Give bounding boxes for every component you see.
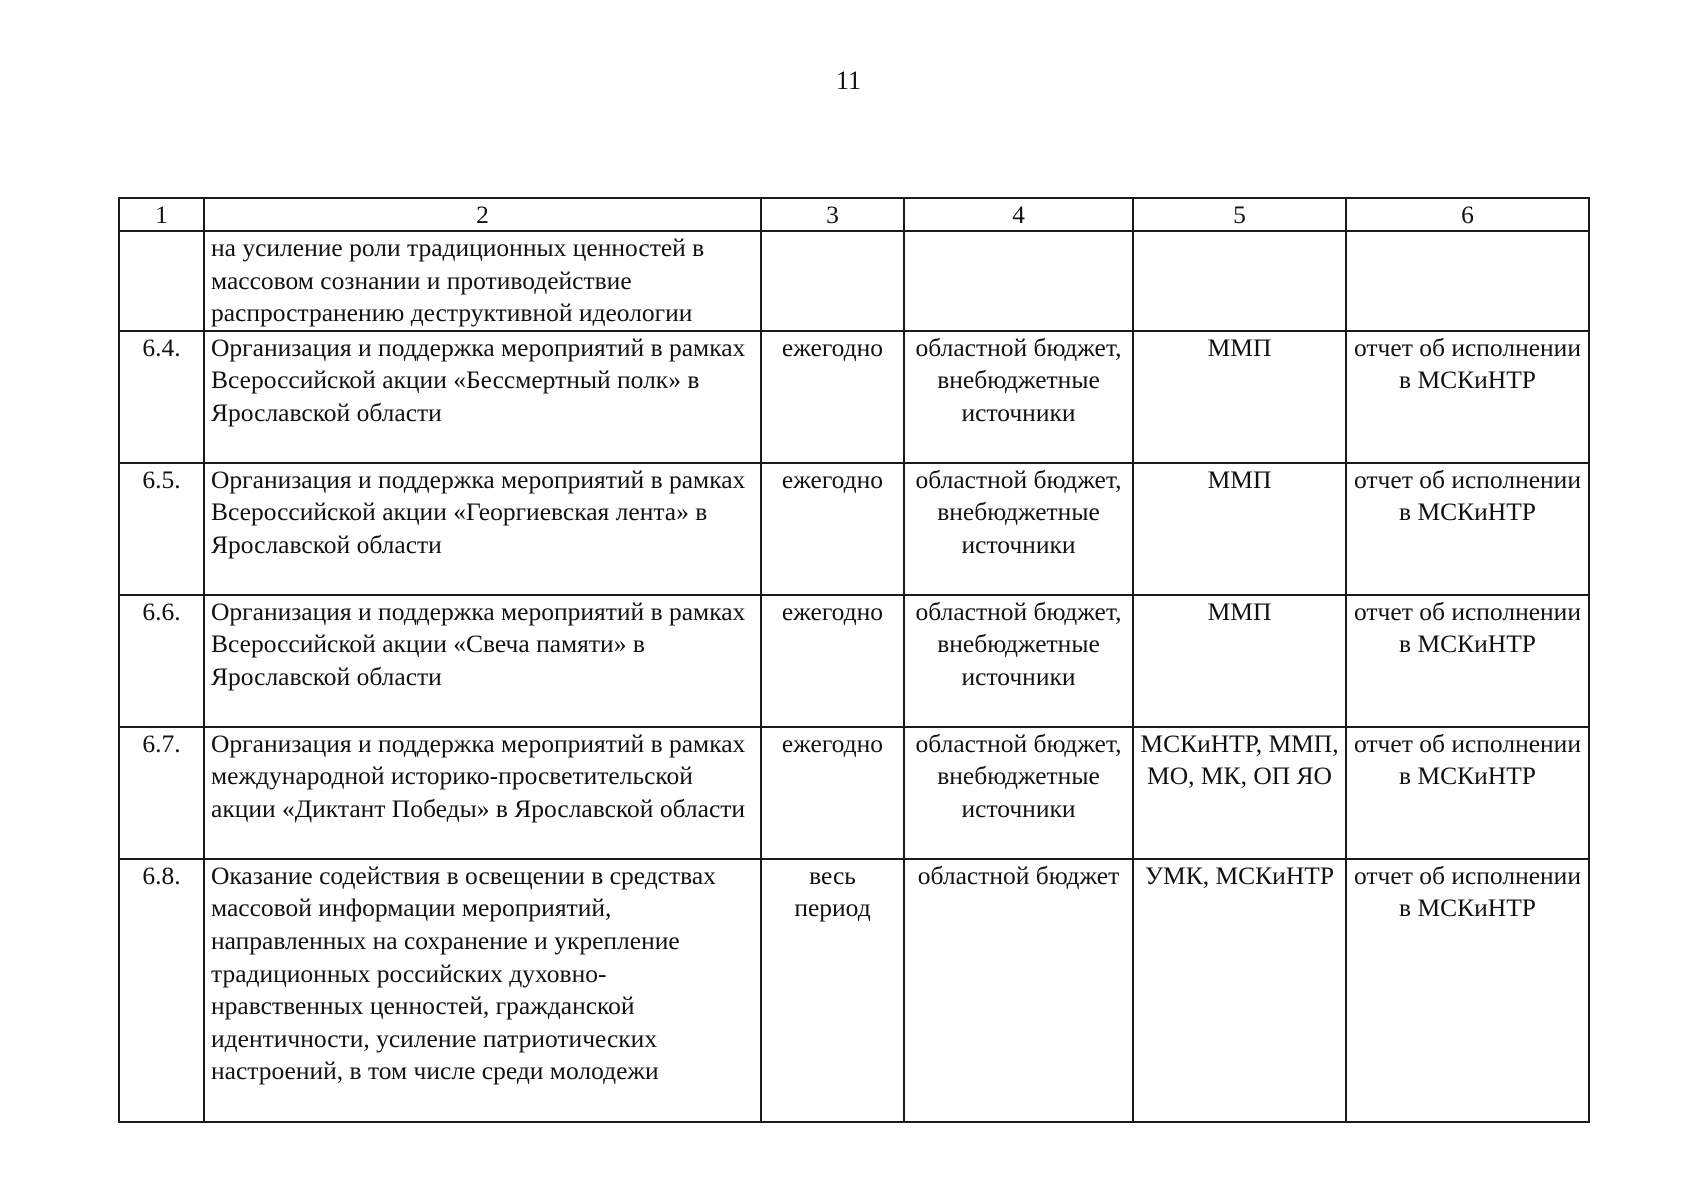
column-header-2: 2 [204, 198, 761, 231]
table-row [119, 727, 1589, 859]
row-number: 6.8. [119, 859, 204, 1122]
row-responsible: УМК, МСКиНТР [1133, 859, 1346, 1122]
row-period [761, 231, 904, 331]
row-funding: областной бюджет [904, 859, 1133, 1122]
row-description: на усиление роли традиционных ценностей в массовом сознании и противодействие распространению деструктивной идеологии [204, 231, 761, 331]
table-row [119, 231, 1589, 331]
row-description: Организация и поддержка мероприятий в рамках международной историко-просветительской акции «Диктант Победы» в Ярославской области [204, 727, 761, 859]
row-result: отчет об исполнении в МСКиНТР [1346, 727, 1589, 859]
column-header-4: 4 [904, 198, 1133, 231]
table-row [119, 859, 1589, 1122]
row-result: отчет об исполнении в МСКиНТР [1346, 463, 1589, 595]
row-period: ежегодно [761, 463, 904, 595]
row-result: отчет об исполнении в МСКиНТР [1346, 331, 1589, 463]
measures-table [118, 197, 1590, 1123]
page-number: 11 [835, 66, 862, 95]
row-period: ежегодно [761, 595, 904, 727]
table-row [119, 595, 1589, 727]
column-header-1: 1 [119, 198, 204, 231]
row-result: отчет об исполнении в МСКиНТР [1346, 595, 1589, 727]
row-funding: областной бюджет, внебюджетные источники [904, 463, 1133, 595]
table-row [119, 331, 1589, 463]
column-header-3: 3 [761, 198, 904, 231]
row-description: Организация и поддержка мероприятий в рамках Всероссийской акции «Георгиевская лента» в Ярославской области [204, 463, 761, 595]
row-responsible [1133, 231, 1346, 331]
row-funding [904, 231, 1133, 331]
row-responsible: ММП [1133, 463, 1346, 595]
row-period: ежегодно [761, 727, 904, 859]
row-description: Оказание содействия в освещении в средствах массовой информации мероприятий, направленных на сохранение и укрепление традиционных российских духовно-нравственных ценностей, гражданской идентичности, усиление патриотических настроений, в том числе среди молодежи [204, 859, 761, 1122]
row-number [119, 231, 204, 331]
row-number: 6.5. [119, 463, 204, 595]
row-description: Организация и поддержка мероприятий в рамках Всероссийской акции «Свеча памяти» в Ярославской области [204, 595, 761, 727]
row-period: весь период [761, 859, 904, 1122]
row-number: 6.7. [119, 727, 204, 859]
table-row [119, 463, 1589, 595]
row-number: 6.6. [119, 595, 204, 727]
row-description: Организация и поддержка мероприятий в рамках Всероссийской акции «Бессмертный полк» в Ярославской области [204, 331, 761, 463]
row-result [1346, 231, 1589, 331]
row-responsible: ММП [1133, 331, 1346, 463]
column-header-5: 5 [1133, 198, 1346, 231]
row-funding: областной бюджет, внебюджетные источники [904, 595, 1133, 727]
row-responsible: ММП [1133, 595, 1346, 727]
row-number: 6.4. [119, 331, 204, 463]
row-responsible: МСКиНТР, ММП, МО, МК, ОП ЯО [1133, 727, 1346, 859]
row-result: отчет об исполнении в МСКиНТР [1346, 859, 1589, 1122]
table-header-row [119, 198, 1589, 231]
row-funding: областной бюджет, внебюджетные источники [904, 331, 1133, 463]
row-period: ежегодно [761, 331, 904, 463]
row-funding: областной бюджет, внебюджетные источники [904, 727, 1133, 859]
column-header-6: 6 [1346, 198, 1589, 231]
